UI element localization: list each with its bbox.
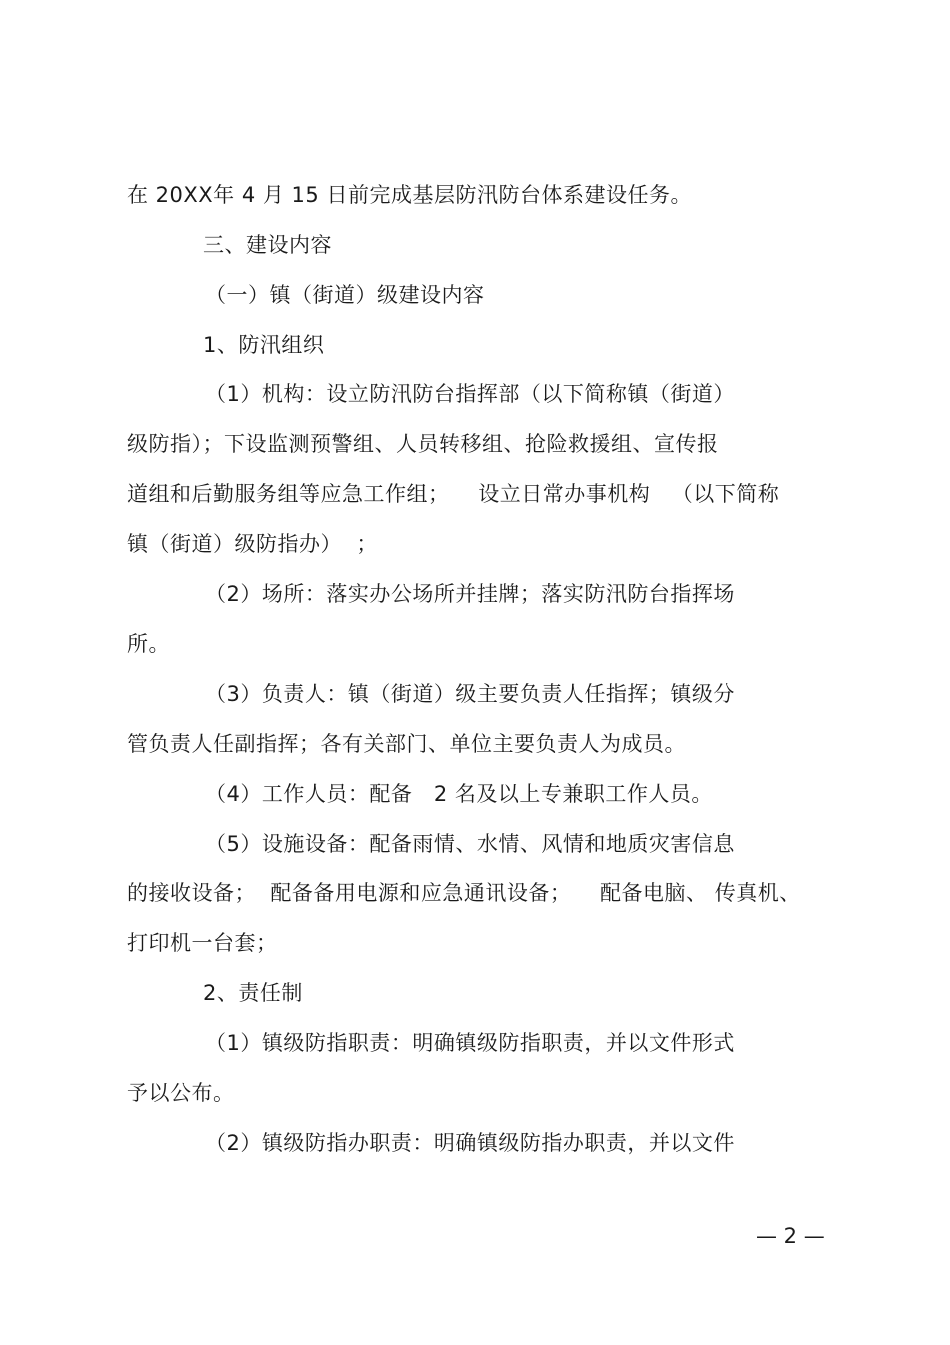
body-line-11: （3）负责人：镇（街道）级主要负责人任指挥；镇级分 bbox=[205, 682, 735, 706]
body-line-6: 级防指）；下设监测预警组、人员转移组、抢险救援组、宣传报 bbox=[127, 432, 719, 456]
body-line-10: 所。 bbox=[127, 632, 170, 656]
body-line-1: 在 20XX年 4 月 15 日前完成基层防汛防台体系建设任务。 bbox=[127, 183, 692, 207]
body-line-8: 镇（街道）级防指办） ； bbox=[127, 532, 378, 556]
item-heading-1: 1、防汛组织 bbox=[203, 333, 325, 357]
body-line-16: 打印机一台套； bbox=[127, 931, 278, 955]
body-line-5: （1）机构：设立防汛防台指挥部（以下简称镇（街道） bbox=[205, 382, 735, 406]
body-line-15: 的接收设备； 配备备用电源和应急通讯设备； 配备电脑、 传真机、 bbox=[127, 881, 801, 905]
body-line-20: （2）镇级防指办职责：明确镇级防指办职责，并以文件 bbox=[205, 1131, 735, 1155]
body-line-7: 道组和后勤服务组等应急工作组； 设立日常办事机构 （以下简称 bbox=[127, 482, 780, 506]
section-heading: 三、建设内容 bbox=[203, 233, 332, 257]
body-line-9: （2）场所：落实办公场所并挂牌；落实防汛防台指挥场 bbox=[205, 582, 735, 606]
page-number: — 2 — bbox=[756, 1224, 825, 1248]
subsection-heading: （一）镇（街道）级建设内容 bbox=[205, 283, 485, 307]
body-line-14: （5）设施设备：配备雨情、水情、风情和地质灾害信息 bbox=[205, 832, 735, 856]
body-line-12: 管负责人任副指挥；各有关部门、单位主要负责人为成员。 bbox=[127, 732, 686, 756]
body-line-18: （1）镇级防指职责：明确镇级防指职责，并以文件形式 bbox=[205, 1031, 735, 1055]
body-line-19: 予以公布。 bbox=[127, 1081, 235, 1105]
item-heading-2: 2、责任制 bbox=[203, 981, 303, 1005]
body-line-13: （4）工作人员：配备 2 名及以上专兼职工作人员。 bbox=[205, 782, 713, 806]
